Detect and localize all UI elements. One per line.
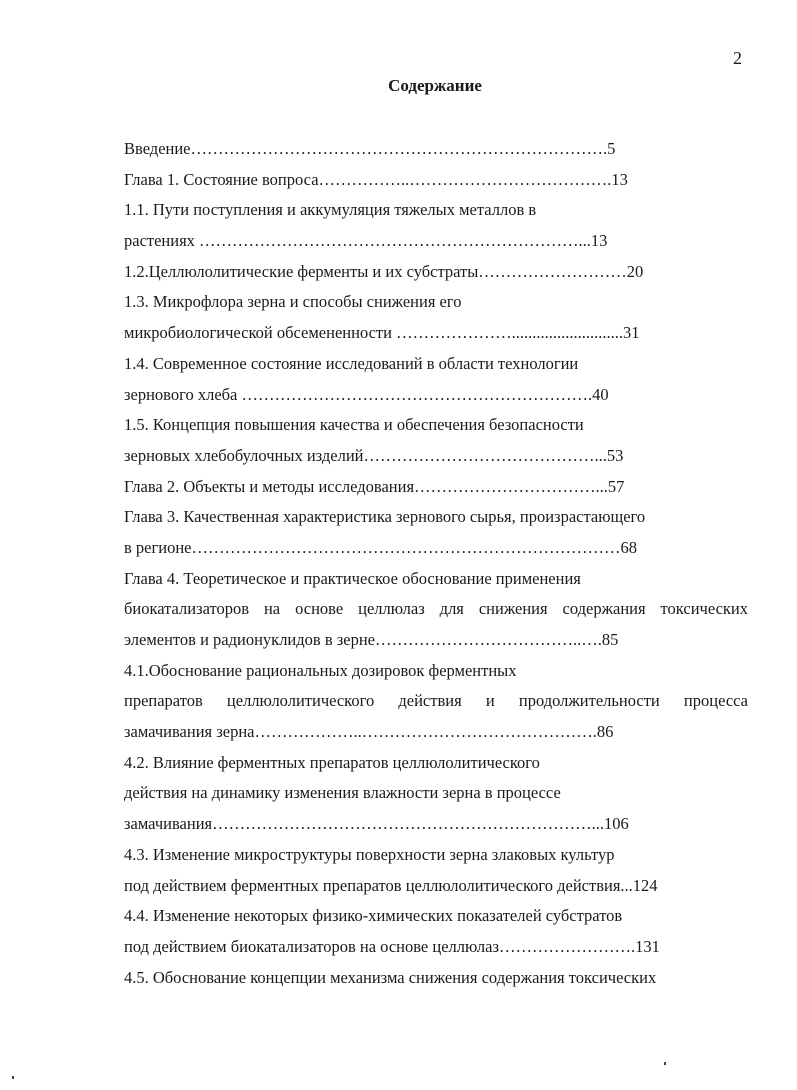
toc-line: биокатализаторов на основе целлюлаз для снижения содержания токсических [124, 599, 748, 619]
toc-line: действия на динамику изменения влажности зерна в процессе [124, 783, 561, 803]
toc-line: 4.3. Изменение микроструктуры поверхности зерна злаковых культур [124, 844, 615, 864]
toc-line: 4.1.Обоснование рациональных дозировок ферментных [124, 660, 517, 680]
toc-line: 1.1. Пути поступления и аккумуляция тяжелых металлов в [124, 200, 537, 220]
toc-line: Введение………………………………………………………………….5 [124, 139, 616, 158]
toc-line: зерновых хлебобулочных изделий……………………………………...53 [124, 445, 624, 465]
toc-line: микробиологической обсемененности …………………...........................31 [124, 323, 640, 343]
toc-line: Глава 2. Объекты и методы исследования……………………………...57 [124, 476, 625, 496]
toc-line: в регионе……………………………………………………………………68 [124, 537, 637, 557]
scan-speck [664, 1062, 666, 1065]
toc-line: растениях ……………………………………………………………...13 [124, 231, 608, 251]
scan-speck [12, 1076, 14, 1079]
toc-line: зернового хлеба ……………………………………………………….40 [124, 384, 609, 404]
toc-line: под действием биокатализаторов на основе целлюлаз…………………….131 [124, 936, 660, 956]
toc-line: 4.4. Изменение некоторых физико-химических показателей субстратов [124, 906, 623, 926]
toc-line: замачивания……………………………………………………………...106 [124, 814, 629, 834]
toc-line: препаратов целлюлолитического действия и продолжительности процесса [124, 691, 748, 711]
toc-line: 4.5. Обоснование концепции механизма снижения содержания токсических [124, 967, 657, 987]
table-of-contents [124, 134, 748, 993]
toc-line: элементов и радионуклидов в зерне………………………………..….85 [124, 630, 619, 649]
toc-line: Глава 3. Качественная характеристика зернового сырья, произрастающего [124, 507, 646, 527]
toc-line: 1.4. Современное состояние исследований в области технологии [124, 353, 579, 373]
toc-line: 1.3. Микрофлора зерна и способы снижения его [124, 292, 462, 312]
toc-line: Глава 1. Состояние вопроса……………..……………………………….13 [124, 169, 628, 189]
toc-line: 1.5. Концепция повышения качества и обеспечения безопасности [124, 415, 584, 435]
page-number: 2 [733, 48, 742, 68]
toc-line: Глава 4. Теоретическое и практическое обоснование применения [124, 568, 581, 588]
toc-line: под действием ферментных препаратов целлюлолитического действия...124 [124, 875, 658, 895]
toc-line: 1.2.Целлюлолитические ферменты и их субстраты………………………20 [124, 261, 644, 281]
page-title: Содержание [388, 76, 482, 95]
toc-line: 4.2. Влияние ферментных препаратов целлюлолитического [124, 752, 540, 772]
toc-line: замачивания зерна………………..…………………………………….86 [124, 722, 614, 742]
